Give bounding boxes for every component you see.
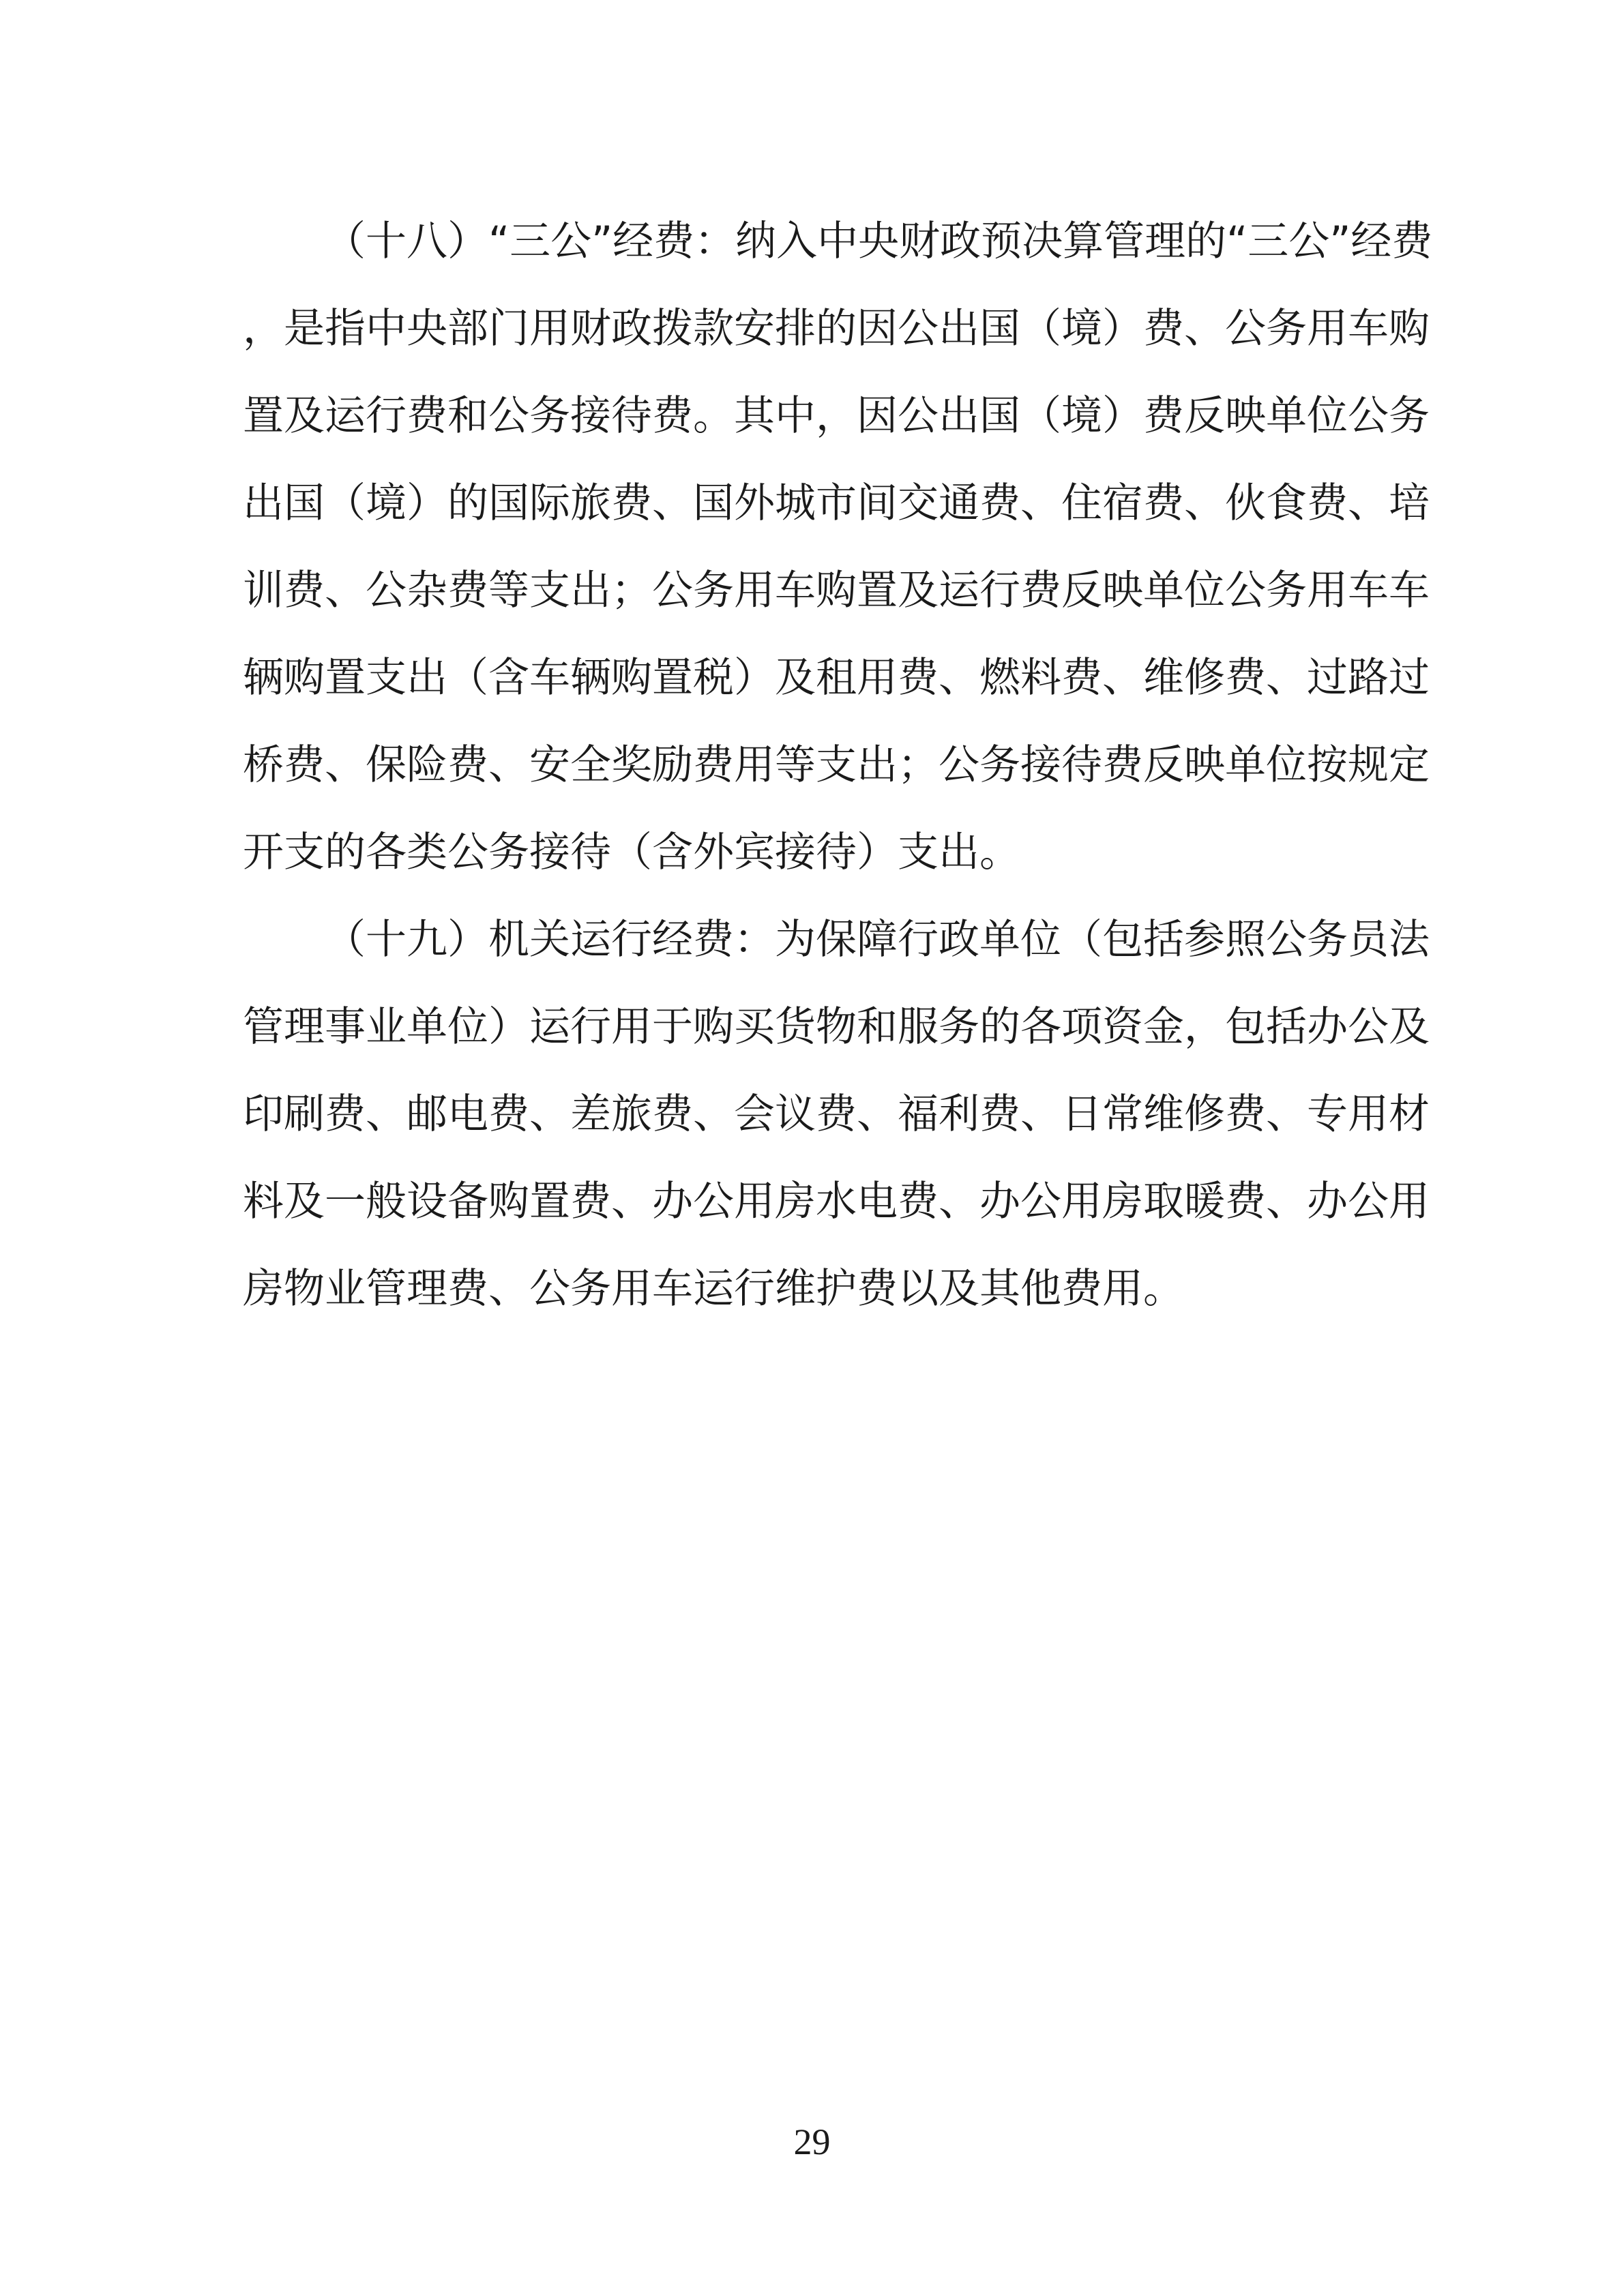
page-number: 29 <box>793 2121 831 2162</box>
paragraph-line: ，是指中央部门用财政拨款安排的因公出国（境）费、公务用车购 <box>243 305 1430 353</box>
paragraph-line: 管理事业单位）运行用于购买货物和服务的各项资金，包括办公及 <box>243 1003 1430 1051</box>
paragraph-line: 开支的各类公务接待（含外宾接待）支出。 <box>243 829 1020 876</box>
paragraph-line: 印刷费、邮电费、差旅费、会议费、福利费、日常维修费、专用材 <box>243 1090 1430 1138</box>
paragraph-line: 出国（境）的国际旅费、国外城市间交通费、住宿费、伙食费、培 <box>243 479 1430 527</box>
paragraph-line: 置及运行费和公务接待费。其中，因公出国（境）费反映单位公务 <box>243 392 1430 440</box>
paragraph-line: 房物业管理费、公务用车运行维护费以及其他费用。 <box>243 1265 1184 1313</box>
paragraph-line: 辆购置支出（含车辆购置税）及租用费、燃料费、维修费、过路过 <box>243 654 1430 702</box>
paragraph-line: 桥费、保险费、安全奖励费用等支出；公务接待费反映单位按规定 <box>243 741 1430 789</box>
paragraph-line: （十八）“三公”经费：纳入中央财政预决算管理的“三公”经费 <box>325 218 1433 265</box>
paragraph-18 <box>243 198 1457 896</box>
paragraph-19 <box>243 896 1457 1332</box>
paragraph-line: 料及一般设备购置费、办公用房水电费、办公用房取暖费、办公用 <box>243 1178 1430 1225</box>
paragraph-line: （十九）机关运行经费：为保障行政单位（包括参照公务员法 <box>325 916 1430 964</box>
paragraph-line: 训费、公杂费等支出；公务用车购置及运行费反映单位公务用车车 <box>243 567 1430 614</box>
document-body <box>243 198 1457 1332</box>
